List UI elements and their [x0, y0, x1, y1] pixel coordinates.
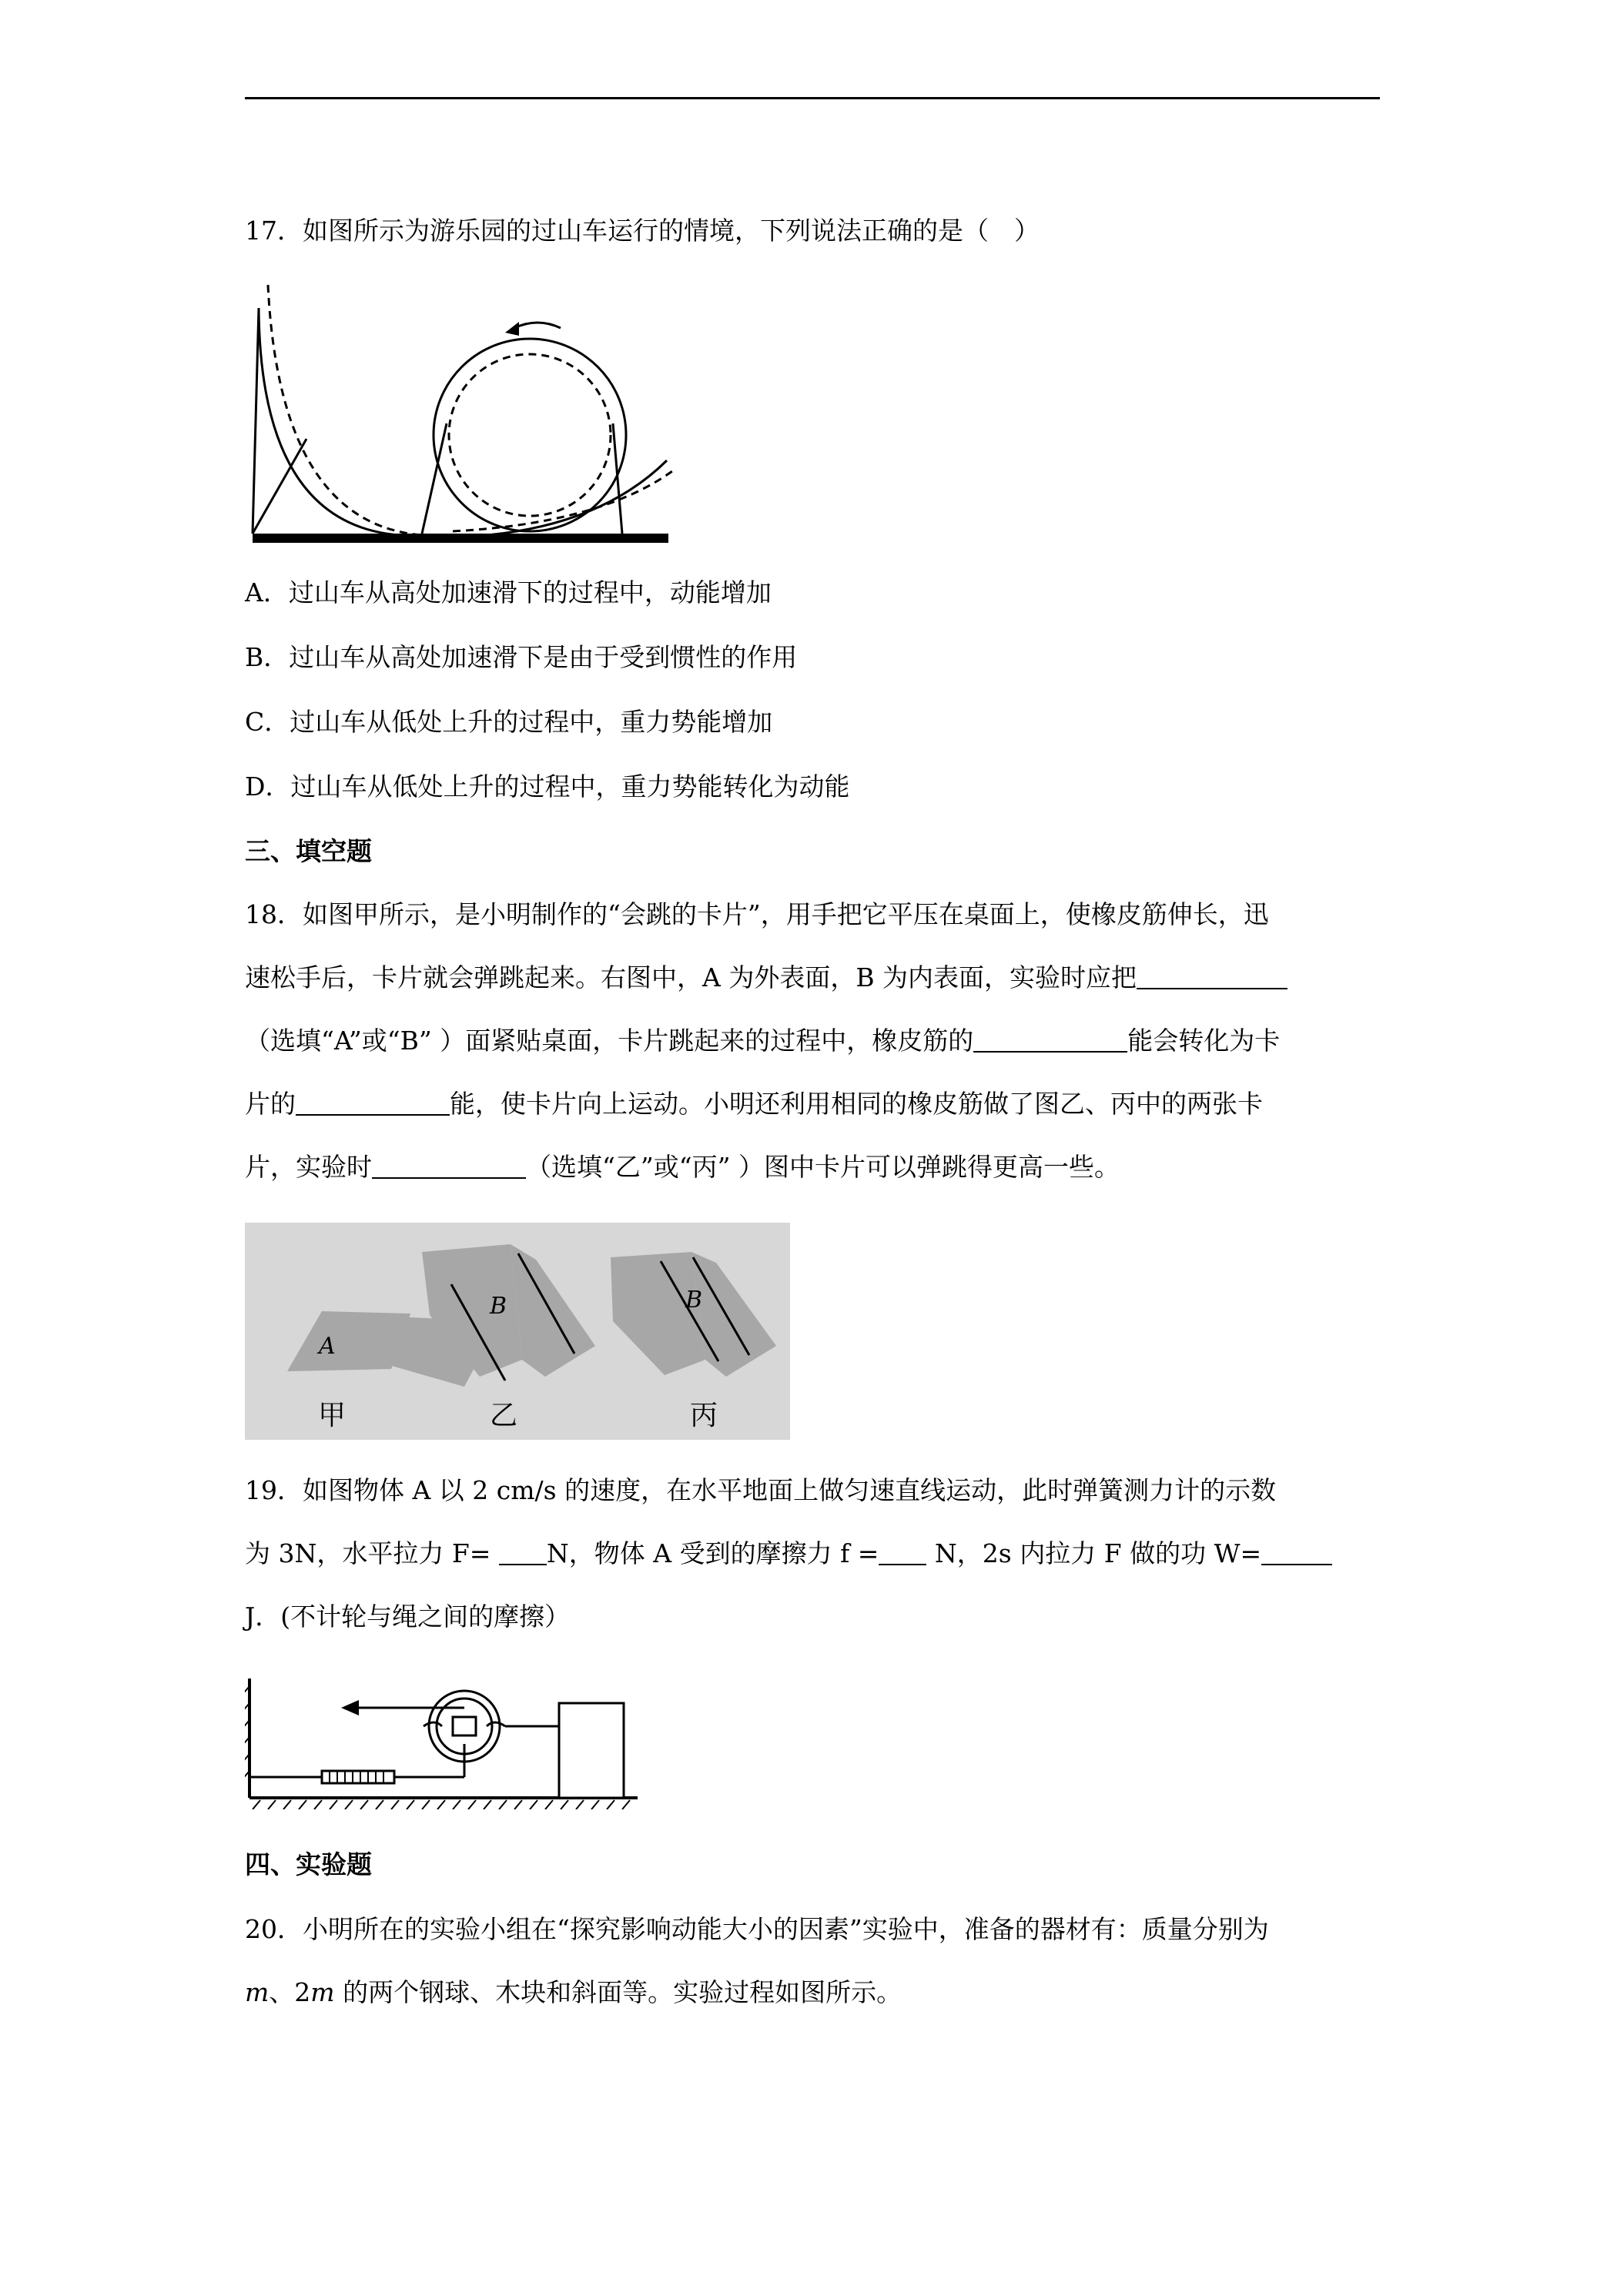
q18-blank-4[interactable] — [372, 1154, 526, 1179]
label-bing: 丙 — [690, 1400, 718, 1431]
label-jia: 甲 — [318, 1400, 347, 1431]
track-dashed — [268, 285, 422, 535]
header-rule — [245, 97, 1380, 99]
q19-blank-f[interactable] — [879, 1541, 926, 1565]
q19-line3: J．(不计轮与绳之间的摩擦） — [245, 1602, 571, 1632]
q18-line4: 片的 能，使卡片向上运动。小明还利用相同的橡皮筋做了图乙、丙中的两张卡 — [245, 1089, 1263, 1119]
loop-outer — [434, 339, 626, 531]
force-arrow — [341, 1700, 359, 1715]
section-4-title: 四、实验题 — [245, 1849, 372, 1879]
q18-blank-3[interactable] — [296, 1091, 450, 1116]
q18-blank-2[interactable] — [973, 1028, 1127, 1053]
q17-option-a: A．过山车从高处加速滑下的过程中，动能增加 — [245, 577, 772, 607]
section-3-title: 三、填空题 — [245, 836, 372, 866]
q20-line2: m、2m 的两个钢球、木块和斜面等。实验过程如图所示。 — [245, 1977, 902, 2007]
q18-line5: 片，实验时 （选填“乙”或“丙” ）图中卡片可以弹跳得更高一些。 — [245, 1152, 1120, 1182]
pulley-figure — [245, 1671, 645, 1809]
direction-arrow — [514, 323, 561, 328]
q18-blank-1[interactable] — [1137, 965, 1287, 989]
loop-inner-dashed — [449, 354, 611, 516]
jumping-card-figure — [245, 1223, 790, 1440]
q19-blank-W[interactable] — [1261, 1541, 1332, 1565]
q18-line2: 速松手后，卡片就会弹跳起来。右图中，A 为外表面，B 为内表面，实验时应把 — [245, 961, 1385, 995]
q20-line1: 20．小明所在的实验小组在“探究影响动能大小的因素”实验中，准备的器材有：质量分别为 — [245, 1914, 1269, 1944]
roller-coaster-figure — [245, 269, 676, 554]
q17-option-b: B．过山车从高处加速滑下是由于受到惯性的作用 — [245, 642, 798, 672]
q19-line1: 19．如图物体 A 以 2 cm/s 的速度，在水平地面上做匀速直线运动，此时弹簧测力计的示数 — [245, 1475, 1277, 1505]
card-b-label-yi: B — [490, 1293, 507, 1320]
card-b-label-bing: B — [685, 1287, 703, 1314]
q19-blank-F[interactable] — [499, 1541, 547, 1565]
block-a — [559, 1703, 624, 1798]
q19-line2: 为 3N，水平拉力 F= N，物体 A 受到的摩擦力 f = N，2s 内拉力 F 做的功 W= — [245, 1537, 1385, 1571]
q17-stem: 17．如图所示为游乐园的过山车运行的情境，下列说法正确的是（ ） — [245, 216, 1040, 246]
q17-option-c: C．过山车从低处上升的过程中，重力势能增加 — [245, 707, 773, 737]
card-a-label: A — [319, 1333, 336, 1360]
label-yi: 乙 — [490, 1400, 518, 1431]
q18-line3: （选填“A”或“B” ）面紧贴桌面，卡片跳起来的过程中，橡皮筋的 能会转化为卡 — [245, 1026, 1281, 1056]
q17-option-d: D．过山车从低处上升的过程中，重力势能转化为动能 — [245, 771, 850, 802]
q18-line1: 18．如图甲所示，是小明制作的“会跳的卡片”，用手把它平压在桌面上，使橡皮筋伸长，迅 — [245, 899, 1269, 929]
